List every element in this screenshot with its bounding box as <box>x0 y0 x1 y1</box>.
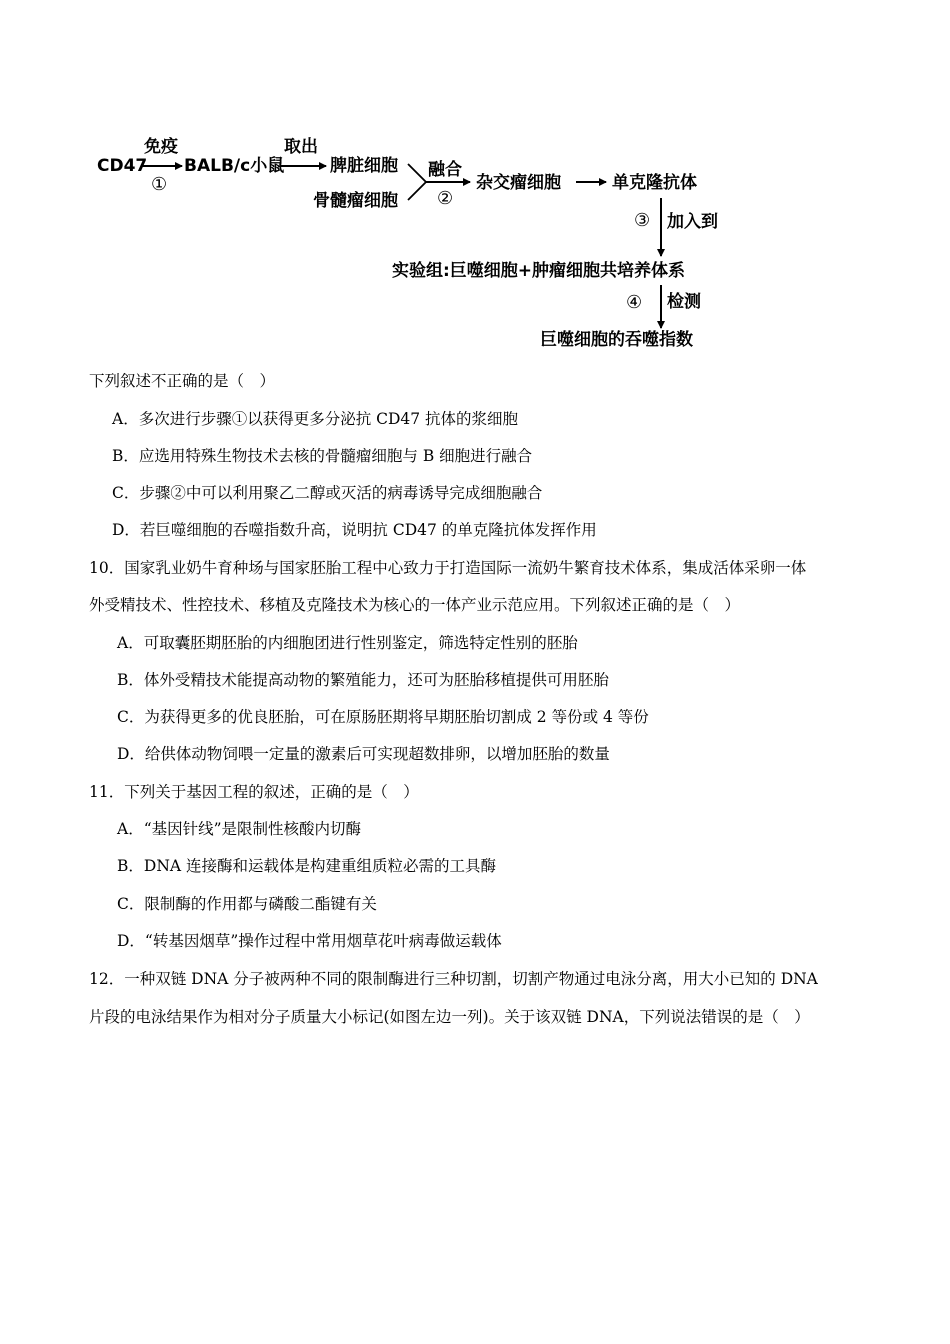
spleen-cells-label: 脾脏细胞 <box>330 156 398 176</box>
detect-label: 检测 <box>667 292 701 312</box>
q11-option-d: D．“转基因烟草”操作过程中常用烟草花叶病毒做运载体 <box>117 932 502 950</box>
take-out-label: 取出 <box>284 137 318 157</box>
q9-option-c: C．步骤②中可以利用聚乙二醇或灭活的病毒诱导完成细胞融合 <box>112 484 543 502</box>
diagram-arrows <box>0 0 950 360</box>
hybridoma-label: 杂交瘤细胞 <box>476 173 561 193</box>
q12-stem-line-1: 12．一种双链 DNA 分子被两种不同的限制酶进行三种切割，切割产物通过电泳分离，用大小已知的 DNA <box>89 970 818 988</box>
fusion-bracket <box>408 164 426 200</box>
q9-option-d: D．若巨噬细胞的吞噬指数升高，说明抗 CD47 的单克隆抗体发挥作用 <box>112 521 597 539</box>
fusion-label: 融合 <box>428 160 462 180</box>
step-3-marker: ③ <box>634 210 651 231</box>
mouse-label: BALB/c小鼠 <box>184 156 285 176</box>
q9-option-a: A．多次进行步骤①以获得更多分泌抗 CD47 抗体的浆细胞 <box>112 410 519 428</box>
q11-stem: 11．下列关于基因工程的叙述，正确的是（ ） <box>89 783 419 801</box>
q9-option-b: B．应选用特殊生物技术去核的骨髓瘤细胞与 B 细胞进行融合 <box>112 447 533 465</box>
experiment-group-label: 实验组:巨噬细胞+肿瘤细胞共培养体系 <box>392 261 686 281</box>
immunize-label: 免疫 <box>144 137 178 157</box>
flow-diagram <box>0 0 950 360</box>
step-2-marker: ② <box>437 188 454 209</box>
q10-stem-line-1: 10．国家乳业奶牛育种场与国家胚胎工程中心致力于打造国际一流奶牛繁育技术体系，集成活体采卵一体 <box>89 559 807 577</box>
q10-option-b: B．体外受精技术能提高动物的繁殖能力，还可为胚胎移植提供可用胚胎 <box>117 671 609 689</box>
add-to-label: 加入到 <box>667 212 718 232</box>
cd47-label: CD47 <box>97 156 148 176</box>
step-4-marker: ④ <box>626 292 643 313</box>
q10-option-d: D．给供体动物饲喂一定量的激素后可实现超数排卵，以增加胚胎的数量 <box>117 745 610 763</box>
q11-option-b: B．DNA 连接酶和运载体是构建重组质粒必需的工具酶 <box>117 857 497 875</box>
q10-option-c: C．为获得更多的优良胚胎，可在原肠胚期将早期胚胎切割成 2 等份或 4 等份 <box>117 708 649 726</box>
step-1-marker: ① <box>151 174 168 195</box>
phagocytic-index-label: 巨噬细胞的吞噬指数 <box>540 330 693 350</box>
mab-label: 单克隆抗体 <box>612 173 697 193</box>
q9-stem: 下列叙述不正确的是（ ） <box>89 372 276 390</box>
q10-option-a: A．可取囊胚期胚胎的内细胞团进行性别鉴定，筛选特定性别的胚胎 <box>117 634 578 652</box>
q10-stem-line-2: 外受精技术、性控技术、移植及克隆技术为核心的一体产业示范应用。下列叙述正确的是（ ） <box>89 596 741 614</box>
myeloma-cells-label: 骨髓瘤细胞 <box>313 191 398 211</box>
q12-stem-line-2: 片段的电泳结果作为相对分子质量大小标记(如图左边一列)。关于该双链 DNA，下列说法错误的是（ ） <box>89 1008 810 1026</box>
q11-option-a: A．“基因针线”是限制性核酸内切酶 <box>117 820 362 838</box>
q11-option-c: C．限制酶的作用都与磷酸二酯键有关 <box>117 895 377 913</box>
